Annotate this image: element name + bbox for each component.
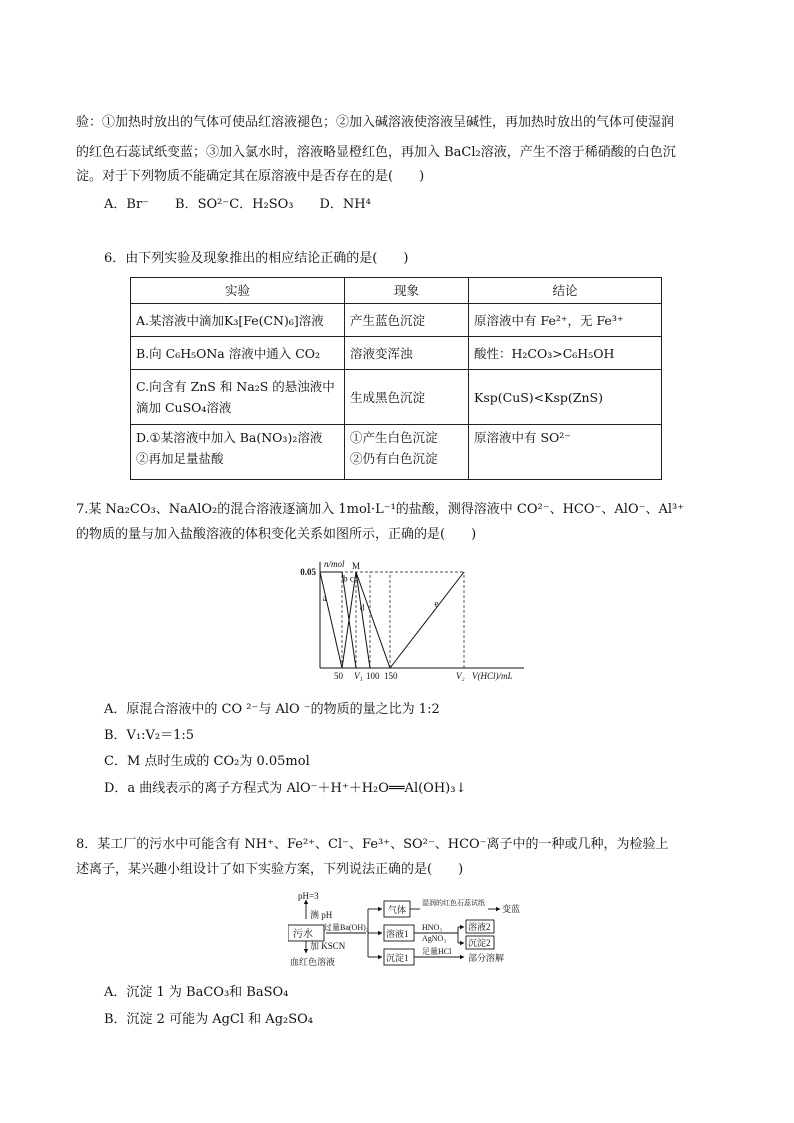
table-row xyxy=(131,370,662,425)
flow-excess-hcl: 足量HCl xyxy=(422,947,452,956)
flow-ph: pH=3 xyxy=(298,891,319,901)
flow-solution2: 溶液2 xyxy=(468,922,491,932)
q7-text-line-1: 7.某 Na₂CO₃、NaAlO₂的混合溶液逐滴加入 1mol·L⁻¹的盐酸，测得溶液中 CO²⁻、HCO⁻、AlO⁻、Al³⁺ xyxy=(76,502,685,517)
y-axis-label: n/mol xyxy=(324,559,345,569)
series-label-b: b xyxy=(343,573,348,584)
flow-turns-blue: 变蓝 xyxy=(502,904,521,914)
flow-partial-dissolve: 部分溶解 xyxy=(468,953,505,963)
series-label-a: a xyxy=(322,592,327,603)
table-row xyxy=(131,337,662,370)
flow-add-kscn: 加 KSCN xyxy=(310,941,346,951)
row-d-experiment-line1: D.①某溶液中加入 Ba(NO₃)₂溶液 xyxy=(136,430,323,445)
q7-text-line-2: 的物质的量与加入盐酸溶液的体积变化关系如图所示，正确的是( ) xyxy=(76,527,477,542)
x-tick-label: 100 xyxy=(366,671,380,681)
row-b-phenomenon: 溶液变浑浊 xyxy=(350,345,413,361)
flow-measure-ph: 测 pH xyxy=(310,910,333,920)
header-phenomenon: 现象 xyxy=(345,278,469,304)
series-label-e: e xyxy=(434,598,439,609)
y-tick-label: 0.05 xyxy=(300,567,316,577)
row-a-experiment: A.某溶液中滴加K₃[Fe(CN)₆]溶液 xyxy=(136,312,324,328)
flow-hno3: HNO₃ xyxy=(422,923,443,932)
x-tick-label: 50 xyxy=(334,671,343,681)
q8-text-line-1: 8．某工厂的污水中可能含有 NH⁺、Fe²⁺、Cl⁻、Fe³⁺、SO²⁻、HCO⁻离子中的一种或几种，为检验上 xyxy=(76,837,669,852)
header-conclusion: 结论 xyxy=(469,278,662,304)
flow-blood-red: 血红色溶液 xyxy=(290,957,336,967)
row-a-conclusion: 原溶液中有 Fe²⁺，无 Fe³⁺ xyxy=(474,312,624,328)
q8-option-a: A．沉淀 1 为 BaCO₃和 BaSO₄ xyxy=(104,985,289,1000)
q5-text-line-2: 的红色石蕊试纸变蓝；③加入氯水时，溶液略显橙红色，再加入 BaCl₂溶液，产生不溶于稀硝酸的白色沉 xyxy=(76,145,676,160)
row-c-phenomenon: 生成黑色沉淀 xyxy=(350,389,426,405)
row-d-conclusion: 原溶液中有 SO²⁻ xyxy=(474,430,571,445)
x-tick-label: 150 xyxy=(384,671,398,681)
q5-text-line-1: 验：①加热时放出的气体可使品红溶液褪色；②加入碱溶液使溶液呈碱性，再加热时放出的气体可使湿润 xyxy=(76,115,675,130)
flow-solution1: 溶液1 xyxy=(386,929,409,939)
row-b-experiment: B.向 C₆H₅ONa 溶液中通入 CO₂ xyxy=(136,345,321,361)
q8-option-b: B．沉淀 2 可能为 AgCl 和 Ag₂SO₄ xyxy=(104,1012,313,1027)
q8-text-line-2: 述离子，某兴趣小组设计了如下实验方案，下列说法正确的是( ) xyxy=(76,862,464,877)
q6-table xyxy=(130,277,662,480)
series-d xyxy=(356,572,390,668)
row-c-experiment-line2: 滴加 CuSO₄溶液 xyxy=(136,400,232,415)
row-c-conclusion: Ksp(CuS)<Ksp(ZnS) xyxy=(474,389,603,405)
series-label-d: d xyxy=(359,602,365,613)
point-m-label: M xyxy=(352,561,361,571)
row-b-conclusion: 酸性：H₂CO₃>C₆H₅OH xyxy=(474,345,615,361)
q7-option-a: A．原混合溶液中的 CO ²⁻与 AlO ⁻的物质的量之比为 1:2 xyxy=(104,702,440,717)
table-row xyxy=(131,425,662,480)
q7-chart xyxy=(292,558,532,688)
flow-wastewater: 污水 xyxy=(293,929,313,940)
table-header-row xyxy=(131,278,662,304)
flow-agno3: AgNO₃ xyxy=(422,934,447,943)
series-label-c: c xyxy=(349,573,354,584)
q7-option-b: B．V₁:V₂＝1:5 xyxy=(104,728,195,743)
flow-litmus: 湿润的红色石蕊试纸 xyxy=(422,899,485,907)
q5-text-line-3: 淀。对于下列物质不能确定其在原溶液中是否存在的是( ) xyxy=(76,169,425,184)
x-axis-label: V(HCl)/mL xyxy=(472,671,513,681)
row-d-phenomenon-line2: ②仍有白色沉淀 xyxy=(350,451,438,466)
flow-precip2: 沉淀2 xyxy=(468,938,491,948)
series-a xyxy=(320,572,342,668)
q7-option-d: D．a 曲线表示的离子方程式为 AlO⁻＋H⁺＋H₂O══Al(OH)₃↓ xyxy=(104,781,467,796)
flow-gas: 气体 xyxy=(388,905,407,915)
series-b xyxy=(320,572,356,668)
flow-precip1: 沉淀1 xyxy=(386,953,409,963)
q7-option-c: C．M 点时生成的 CO₂为 0.05mol xyxy=(104,754,310,769)
x-tick-label: V₁ xyxy=(354,671,363,681)
row-c-experiment-line1: C.向含有 ZnS 和 Na₂S 的悬浊液中 xyxy=(136,379,335,394)
row-a-phenomenon: 产生蓝色沉淀 xyxy=(350,312,426,328)
header-experiment: 实验 xyxy=(131,278,345,304)
row-d-phenomenon-line1: ①产生白色沉淀 xyxy=(350,430,438,445)
q5-options: A．Br⁻ B．SO²⁻C．H₂SO₃ D．NH⁴ xyxy=(104,197,371,212)
flow-excess-baoh: 过量Ba(OH)₂ xyxy=(324,923,369,932)
q6-stem: 6．由下列实验及现象推出的相应结论正确的是( ) xyxy=(104,251,409,266)
row-d-experiment-line2: ②再加足量盐酸 xyxy=(136,451,224,466)
q8-flow-diagram xyxy=(288,891,528,971)
x-tick-label: V₂ xyxy=(456,671,465,681)
series-e xyxy=(390,572,464,668)
table-row xyxy=(131,304,662,337)
